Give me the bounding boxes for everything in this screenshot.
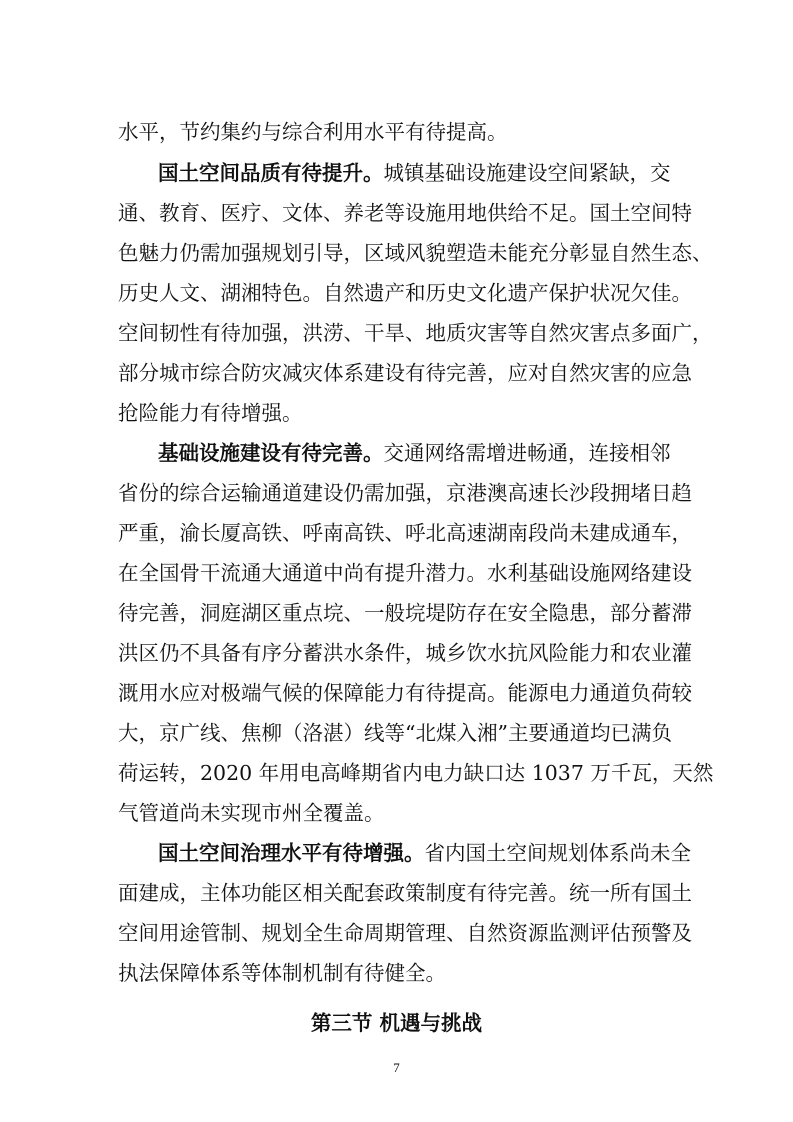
text-line: 执法保障体系等体制机制有待健全。 [118,961,446,985]
text-line: 空间韧性有待加强，洪涝、干旱、地质灾害等自然灾害点多面广， [118,321,713,345]
text-line: 水平，节约集约与综合利用水平有待提高。 [118,120,508,144]
section-heading: 第三节 机遇与挑战 [310,1011,483,1035]
text-line: 通、教育、医疗、文体、养老等设施用地供给不足。国土空间特 [118,201,692,225]
text-line: 面建成，主体功能区相关配套政策制度有待完善。统一所有国土 [118,881,692,905]
paragraph-start-line: 国土空间治理水平有待增强。省内国土空间规划体系尚未全 [158,841,691,865]
text-line: 大，京广线、焦柳（洛湛）线等“北煤入湘”主要通道均已满负 [118,721,672,745]
text-line: 省份的综合运输通道建设仍需加强，京港澳高速长沙段拥堵日趋 [118,481,692,505]
paragraph-start-line: 国土空间品质有待提升。城镇基础设施建设空间紧缺，交 [158,161,671,185]
text-line: 待完善，洞庭湖区重点垸、一般垸堤防存在安全隐患，部分蓄滞 [118,601,692,625]
text-line: 荷运转，2020 年用电高峰期省内电力缺口达 1037 万千瓦，天然 [118,761,714,785]
paragraph-start-line: 基础设施建设有待完善。交通网络需增进畅通，连接相邻 [158,441,671,465]
text-line: 溉用水应对极端气候的保障能力有待提高。能源电力通道负荷较 [118,681,692,705]
text-line: 空间用途管制、规划全生命周期管理、自然资源监测评估预警及 [118,921,692,945]
text-line: 严重，渝长厦高铁、呼南高铁、呼北高速湖南段尚未建成通车， [118,521,692,545]
paragraph-heading: 国土空间治理水平有待增强。 [158,841,425,865]
text-line: 在全国骨干流通大通道中尚有提升潜力。水利基础设施网络建设 [118,561,692,585]
page-number: 7 [393,1060,400,1075]
text-line: 气管道尚未实现市州全覆盖。 [118,801,385,825]
paragraph-heading: 国土空间品质有待提升。 [158,161,384,185]
paragraph-heading: 基础设施建设有待完善。 [158,441,384,465]
text-line: 抢险能力有待增强。 [118,401,303,425]
text-line: 色魅力仍需加强规划引导，区域风貌塑造未能充分彰显自然生态、 [118,241,713,265]
text-line: 部分城市综合防灾减灾体系建设有待完善，应对自然灾害的应急 [118,361,692,385]
text-line: 历史人文、湖湘特色。自然遗产和历史文化遗产保护状况欠佳。 [118,281,692,305]
text-line: 洪区仍不具备有序分蓄洪水条件，城乡饮水抗风险能力和农业灌 [118,641,692,665]
